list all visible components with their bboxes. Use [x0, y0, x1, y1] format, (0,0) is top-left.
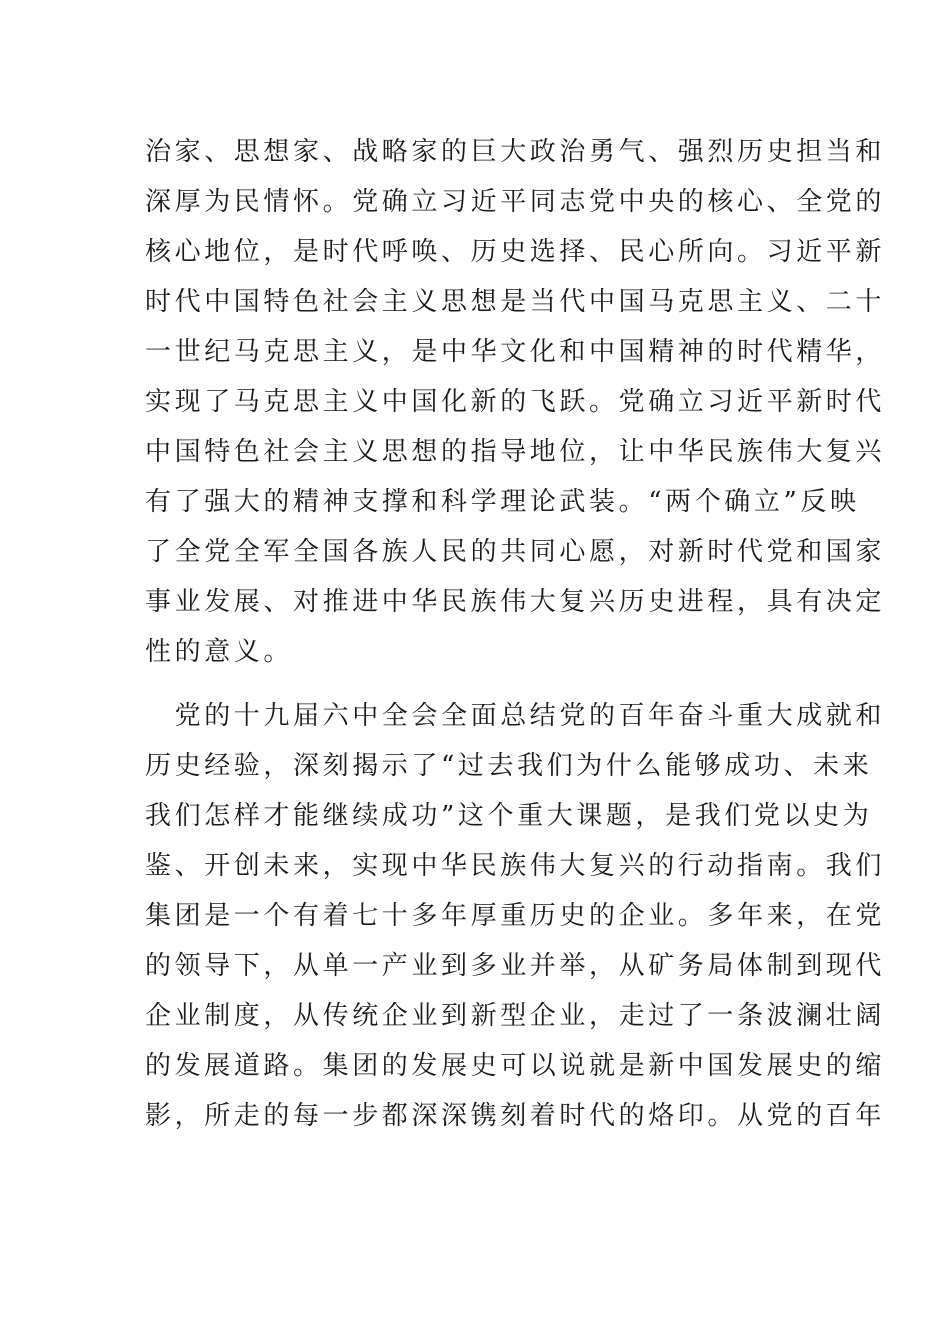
paragraph-1-line-7: 中国特色社会主义思想的指导地位，让中华民族伟大复兴 — [145, 437, 886, 467]
paragraph-1-line-1: 治家、思想家、战略家的巨大政治勇气、强烈历史担当和 — [145, 137, 886, 167]
paragraph-1-line-4: 时代中国特色社会主义思想是当代中国马克思主义、二十 — [145, 287, 886, 317]
paragraph-1-line-5: 一世纪马克思主义，是中华文化和中国精神的时代精华， — [145, 337, 886, 367]
paragraph-2-line-6: 的领导下，从单一产业到多业并举，从矿务局体制到现代 — [145, 951, 886, 981]
paragraph-1-line-2: 深厚为民情怀。党确立习近平同志党中央的核心、全党的 — [145, 187, 886, 217]
paragraph-2-line-2: 历史经验，深刻揭示了“过去我们为什么能够成功、未来 — [145, 751, 873, 781]
paragraph-1-line-11: 性的意义。 — [145, 637, 294, 667]
paragraph-2-line-4: 鉴、开创未来，实现中华民族伟大复兴的行动指南。我们 — [145, 851, 886, 881]
paragraph-2-line-8: 的发展道路。集团的发展史可以说就是新中国发展史的缩 — [145, 1051, 886, 1081]
paragraph-1-line-10: 事业发展、对推进中华民族伟大复兴历史进程，具有决定 — [145, 587, 886, 617]
paragraph-2-line-7: 企业制度，从传统企业到新型企业，走过了一条波澜壮阔 — [145, 1001, 886, 1031]
paragraph-2-line-3: 我们怎样才能继续成功”这个重大课题，是我们党以史为 — [145, 801, 873, 831]
paragraph-2-line-9: 影，所走的每一步都深深镌刻着时代的烙印。从党的百年 — [145, 1101, 886, 1131]
paragraph-1-line-8: 有了强大的精神支撑和科学理论武装。“两个确立”反映 — [145, 487, 860, 517]
paragraph-1-line-9: 了全党全军全国各族人民的共同心愿，对新时代党和国家 — [145, 537, 886, 567]
paragraph-1-line-3: 核心地位，是时代呼唤、历史选择、民心所向。习近平新 — [145, 237, 886, 267]
paragraph-1-line-6: 实现了马克思主义中国化新的飞跃。党确立习近平新时代 — [145, 387, 886, 417]
paragraph-2-line-1: 党的十九届六中全会全面总结党的百年奋斗重大成就和 — [145, 701, 886, 731]
paragraph-2-line-5: 集团是一个有着七十多年厚重历史的企业。多年来，在党 — [145, 901, 886, 931]
